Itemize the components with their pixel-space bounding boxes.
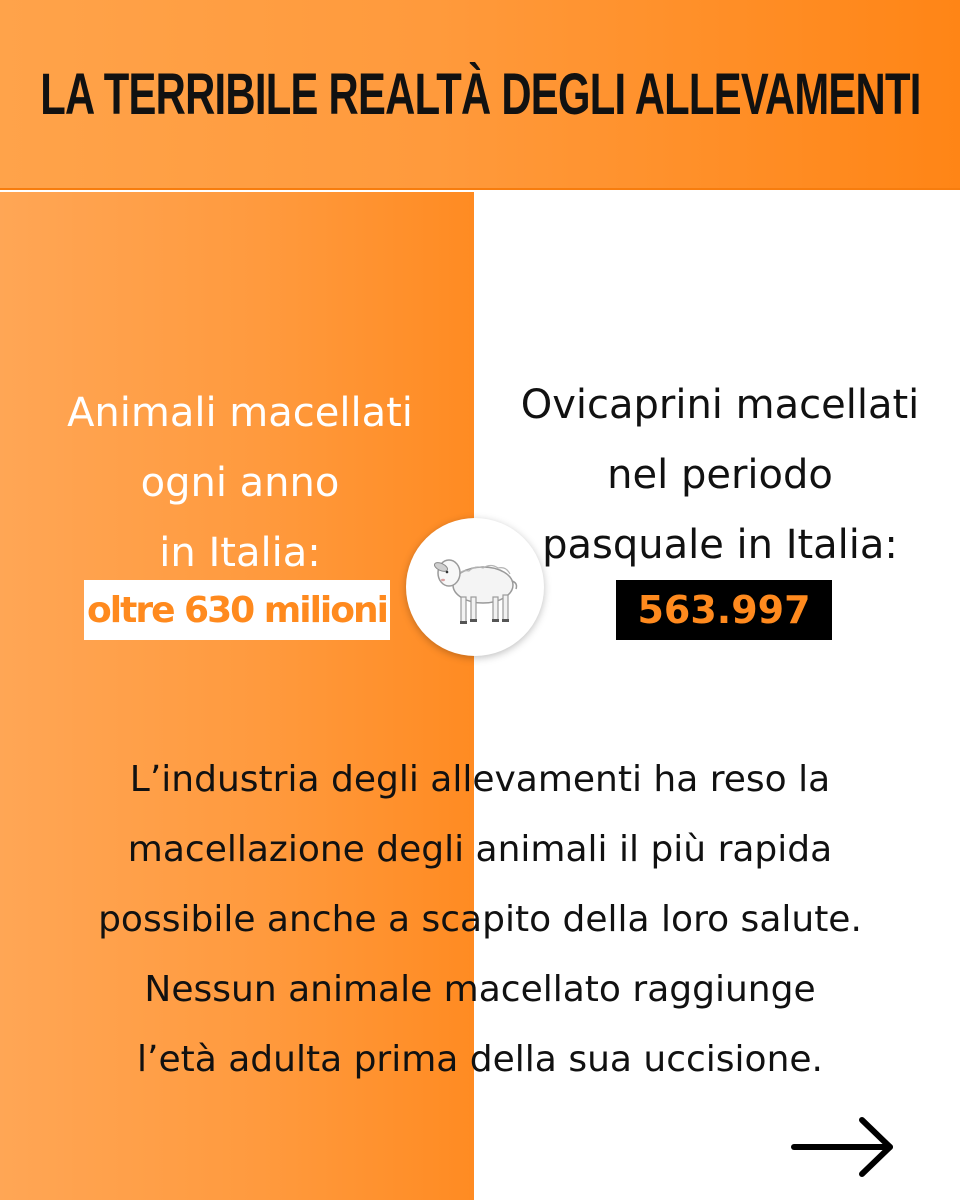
right-stat-line-1: Ovicaprini macellati [520, 382, 920, 428]
right-stat-value-box [616, 580, 832, 640]
right-stat-line-3: pasquale in Italia: [542, 522, 898, 568]
page-title: LA TERRIBILE REALTÀ DEGLI ALLEVAMENTI [39, 61, 921, 127]
arrow-right-icon[interactable] [790, 1112, 900, 1182]
lamb-icon [425, 537, 525, 637]
body-line-2: macellazione degli animali il più rapida [127, 829, 833, 870]
left-stat-line-3: in Italia: [159, 530, 321, 576]
left-stat-line-1: Animali macellati [67, 390, 413, 436]
body-line-1: L’industria degli allevamenti ha reso la [129, 759, 831, 800]
left-stat-line-2: ogni anno [140, 460, 340, 506]
header-banner [0, 0, 960, 190]
body-line-4: Nessun animale macellato raggiunge [144, 969, 816, 1010]
body-line-5: l’età adulta prima della sua uccisione. [137, 1039, 823, 1080]
right-stat-line-2: nel periodo [607, 452, 833, 498]
lamb-badge [406, 518, 544, 656]
left-stat-value: oltre 630 milioni [87, 589, 387, 631]
body-paragraph [30, 745, 930, 1095]
left-stat-value-box [84, 580, 390, 640]
left-stat-label [30, 378, 450, 588]
right-stat-value: 563.997 [637, 588, 811, 632]
right-stat-label [500, 370, 940, 580]
body-line-3: possibile anche a scapito della loro salute. [98, 899, 862, 940]
